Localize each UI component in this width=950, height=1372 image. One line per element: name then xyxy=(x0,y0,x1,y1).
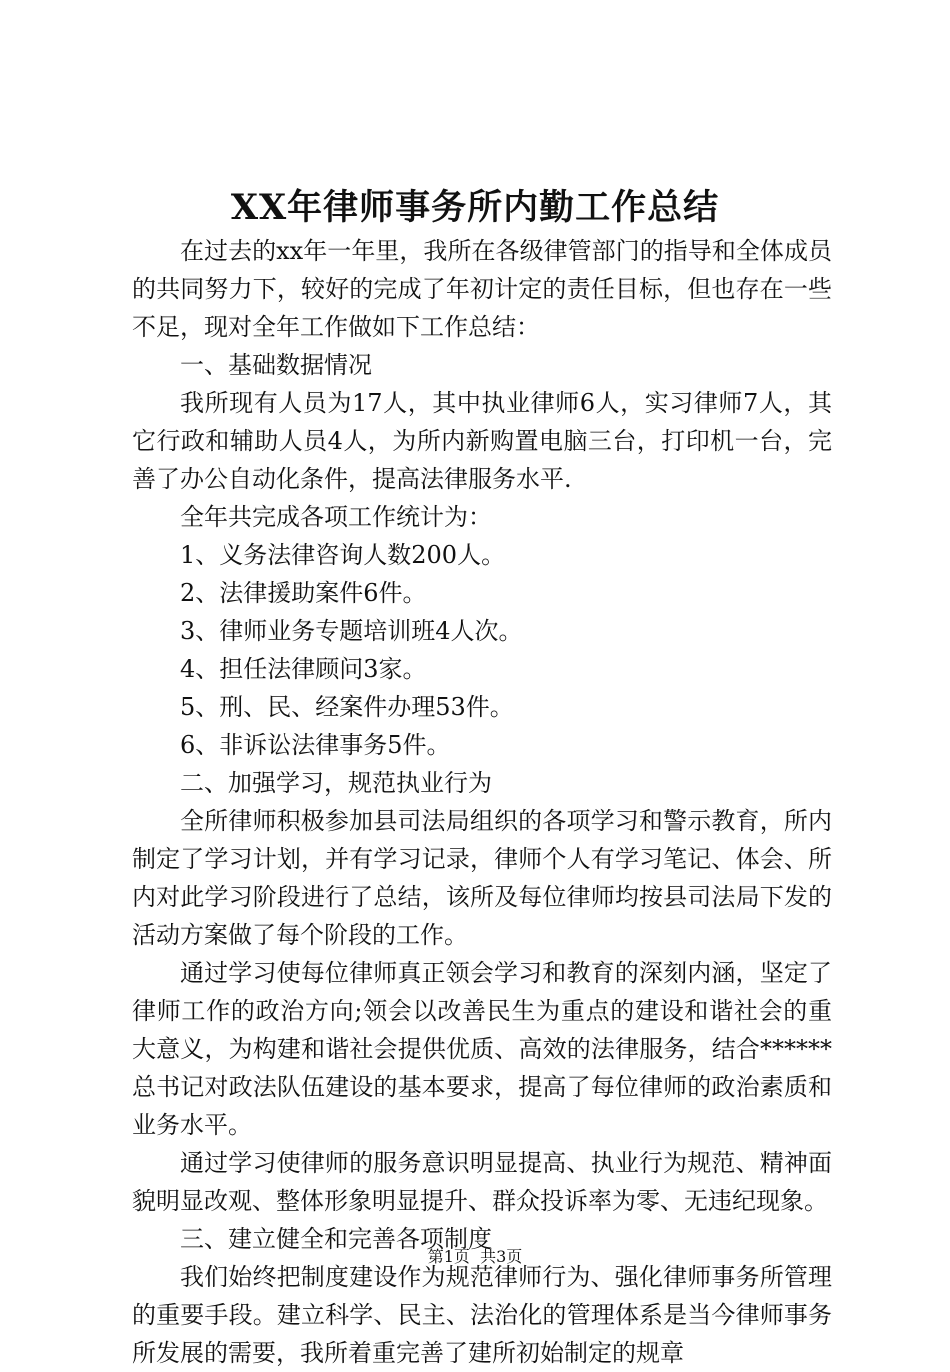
body-paragraph: 通过学习使每位律师真正领会学习和教育的深刻内涵，坚定了律师工作的政治方向;领会以改善民生为重点的建设和谐社会的重大意义，为构建和谐社会提供优质、高效的法律服务，结合******总书记对政法队伍建设的基本要求，提高了每位律师的政治素质和业务水平。 xyxy=(132,959,832,1139)
section-heading: 三、建立健全和完善各项制度 xyxy=(180,1225,492,1253)
body-paragraph: 通过学习使律师的服务意识明显提高、执业行为规范、精神面貌明显改观、整体形象明显提升、群众投诉率为零、无违纪现象。 xyxy=(132,1149,832,1215)
document-title: XX年律师事务所内勤工作总结 xyxy=(230,187,720,228)
section-heading: 二、加强学习，规范执业行为 xyxy=(180,769,492,797)
body-paragraph: 我所现有人员为17人，其中执业律师6人，实习律师7人，其它行政和辅助人员4人，为所内新购置电脑三台，打印机一台，完善了办公自动化条件，提高法律服务水平. xyxy=(132,389,832,493)
section-heading: 一、基础数据情况 xyxy=(180,351,372,379)
body-paragraph: 全所律师积极参加县司法局组织的各项学习和警示教育，所内制定了学习计划，并有学习记录，律师个人有学习笔记、体会、所内对此学习阶段进行了总结，该所及每位律师均按县司法局下发的活动方案做了每个阶段的工作。 xyxy=(132,807,832,949)
body-paragraph: 我们始终把制度建设作为规范律师行为、强化律师事务所管理的重要手段。建立科学、民主、法治化的管理体系是当今律师事务所发展的需要，我所着重完善了建所初始制定的规章 xyxy=(132,1263,832,1367)
page-footer: 第1页 共3页 xyxy=(427,1247,523,1266)
body-paragraph: 在过去的xx年一年里，我所在各级律管部门的指导和全体成员的共同努力下，较好的完成了年初计定的责任目标，但也存在一些不足，现对全年工作做如下工作总结： xyxy=(132,237,832,341)
list-item: 1、义务法律咨询人数200人。 xyxy=(180,541,506,569)
list-item: 5、刑、民、经案件办理53件。 xyxy=(180,693,514,721)
list-item: 6、非诉讼法律事务5件。 xyxy=(180,731,451,759)
list-item: 4、担任法律顾问3家。 xyxy=(180,655,427,683)
list-item: 2、法律援助案件6件。 xyxy=(180,579,427,607)
list-item: 3、律师业务专题培训班4人次。 xyxy=(180,617,523,645)
document-body xyxy=(132,232,832,1372)
body-paragraph: 全年共完成各项工作统计为： xyxy=(180,503,492,531)
